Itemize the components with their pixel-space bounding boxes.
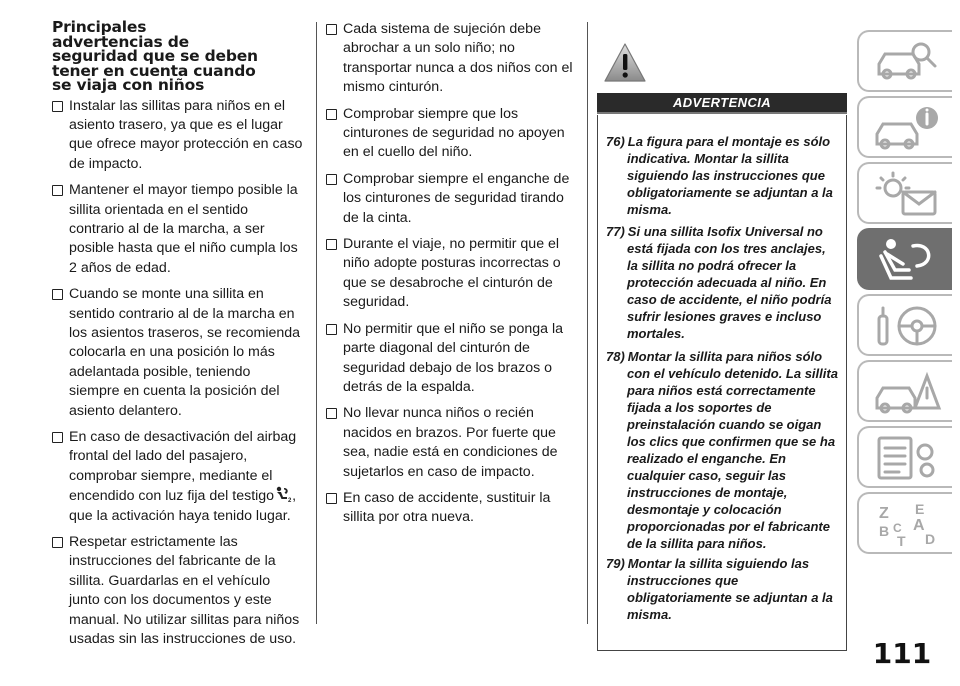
column-divider [587,22,588,624]
checkbox-bullet-icon [326,239,337,250]
checkbox-bullet-icon [52,289,63,300]
section-title-line: se viaja con niños [52,76,205,94]
section-title-line: advertencias de [52,32,189,51]
warning-panel [597,20,847,630]
note-text: protección adecuada al niño. En [627,275,827,290]
bullet-text: En caso de desactivación del airbag frontal del lado del pasajero, comprobar siempre, mediante el encendido con luz fija del testigo [69,429,297,505]
steering-start-icon [873,302,943,350]
warning-header: ADVERTENCIA [597,93,847,114]
warning-note [606,133,838,218]
checkbox-bullet-icon [52,432,63,443]
note-text: Montar la sillita siguiendo las [627,556,810,571]
bullet-item [326,235,578,313]
tab-index[interactable] [857,492,952,554]
warning-triangle-icon [603,42,647,84]
checkbox-bullet-icon [326,109,337,120]
section-title [52,20,304,93]
bullet-item [52,533,304,649]
maintenance-list-icon [873,434,943,482]
note-text: con el vehículo detenido. La sillita [627,366,838,381]
section-title-line: seguridad que se deben [52,47,258,65]
bullet-text: En caso de accidente, sustituir la sillita por otra nueva. [343,489,551,526]
note-text: caso de accidente, el niño podría [627,292,832,307]
car-search-icon [873,38,943,86]
note-text: mortales. [627,326,685,341]
bullet-item [326,404,578,482]
bullet-item [52,181,304,278]
note-text: indicativa. Montar la sillita [627,151,789,166]
tab-warning-lights[interactable] [857,162,952,224]
column-divider [316,22,317,624]
note-text: Montar la sillita para niños sólo [627,349,823,364]
note-text: obligatoriamente se adjuntan a la [627,590,833,605]
bullet-text: No llevar nunca niños o recién nacidos en brazos. Por fuerte que sea, nadie está en condiciones de sujetarlos en caso de impacto. [343,405,558,480]
svg-text:B: B [879,523,890,539]
bullet-item [52,285,304,421]
note-text: instrucciones de montaje, [627,485,788,500]
warning-note [606,223,838,342]
bullet-text: No permitir que el niño se ponga la parte diagonal del cinturón de seguridad debajo de los brazos o detrás de la espalda. [343,320,564,395]
airbag-off-warning-icon [274,486,292,502]
note-text: fijada a los soportes de [627,400,772,415]
note-text: siguiendo las instrucciones que [627,168,825,183]
bullet-text: Comprobar siempre que los cinturones de seguridad no apoyen en el cuello del niño. [343,105,565,161]
bullet-item [326,20,578,98]
column-middle [326,20,578,535]
note-text: proporcionadas por el fabricante [627,519,830,534]
section-title-line: Principales [52,18,147,36]
warning-note [606,348,838,552]
car-info-icon [873,104,943,152]
checkbox-bullet-icon [52,101,63,112]
note-text: de la sillita para niños. [627,536,767,551]
bullet-text: Cada sistema de sujeción debe abrochar a un solo niño; no transportar nunca a dos niños con el mismo cinturón. [343,21,573,96]
svg-text:Z: Z [879,505,889,522]
note-text: los clics que confirmen que se ha [627,434,836,449]
checkbox-bullet-icon [326,24,337,35]
bullet-text: Comprobar siempre el enganche de los cinturones de seguridad tirando de la cinta. [343,170,570,226]
bullet-item [326,170,578,228]
bullet-item [326,105,578,163]
page-number: 111 [872,637,932,670]
note-text: la sillita no podrá ofrecer la [627,258,797,273]
bullet-text: , que la activación haya tenido lugar. [69,488,297,524]
note-number: 77) [606,224,625,239]
note-number: 78) [606,349,625,364]
note-text: desmontaje y colocación [627,502,782,517]
note-text: preinstalación cuando se oigan [627,417,822,432]
bullet-text: Cuando se monte una sillita en sentido contrario al de la marcha en los asientos traseros, se recomienda colocarla en una posición lo más adelantada posible, teniendo siempre en cuenta la posición del asiento delantero. [69,286,301,419]
note-text: cualquier caso, seguir las [627,468,786,483]
note-number: 76) [606,134,625,149]
note-text: obligatoriamente se adjuntan a la [627,185,833,200]
svg-text:A: A [913,517,925,534]
checkbox-bullet-icon [326,174,337,185]
tab-emergency[interactable] [857,360,952,422]
note-text: misma. [627,607,672,622]
index-alphabet-icon [873,500,943,548]
bullet-item [326,320,578,398]
tab-car-info[interactable] [857,96,952,158]
tab-car-search[interactable] [857,30,952,92]
bullet-text: Instalar las sillitas para niños en el asiento trasero, ya que es el lugar que ofrece mayor protección en caso de impacto. [69,97,303,172]
emergency-breakdown-icon [873,368,943,416]
svg-text:C: C [893,521,902,535]
checkbox-bullet-icon [326,408,337,419]
note-text: sufrir lesiones graves e incluso [627,309,822,324]
checkbox-bullet-icon [326,493,337,504]
bullet-item [326,489,578,528]
note-text: para niños está correctamente [627,383,816,398]
tab-maintenance[interactable] [857,426,952,488]
checkbox-bullet-icon [52,185,63,196]
checkbox-bullet-icon [326,324,337,335]
note-text: instrucciones que [627,573,739,588]
checkbox-bullet-icon [52,537,63,548]
note-text: realizado el enganche. En [627,451,786,466]
bullet-text: Durante el viaje, no permitir que el niño adopte posturas incorrectas o que se desabroche el cinturón de seguridad. [343,236,561,311]
note-text: está fijada con los tres anclajes, [627,241,826,256]
warning-note [606,555,838,623]
bullet-text: Mantener el mayor tiempo posible la sillita orientada en el sentido contrario al de la marcha, a ser posible hasta que el niño cumpla los 2 años de edad. [69,182,298,276]
section-title-line: tener en cuenta cuando [52,61,256,80]
tab-starting-driving[interactable] [857,294,952,356]
note-text: Si una sillita Isofix Universal no [627,224,823,239]
seat-safety-airbag-icon [873,236,943,284]
bullet-item [52,428,304,526]
warning-lights-message-icon [873,170,943,218]
svg-text:E: E [915,501,925,517]
bullet-item [52,97,304,175]
svg-text:2: 2 [288,498,292,503]
svg-text:T: T [897,533,906,548]
tab-safety[interactable] [857,228,952,290]
svg-text:D: D [925,531,936,547]
note-number: 79) [606,556,625,571]
note-text: misma. [627,202,672,217]
bullet-text: Respetar estrictamente las instrucciones del fabricante de la sillita. Guardarlas en el vehículo junto con los documentos y este manual. No utilizar sillitas para niños usadas sin las instrucciones de uso. [69,534,300,648]
note-text: La figura para el montaje es sólo [627,134,831,149]
column-left [52,20,304,656]
